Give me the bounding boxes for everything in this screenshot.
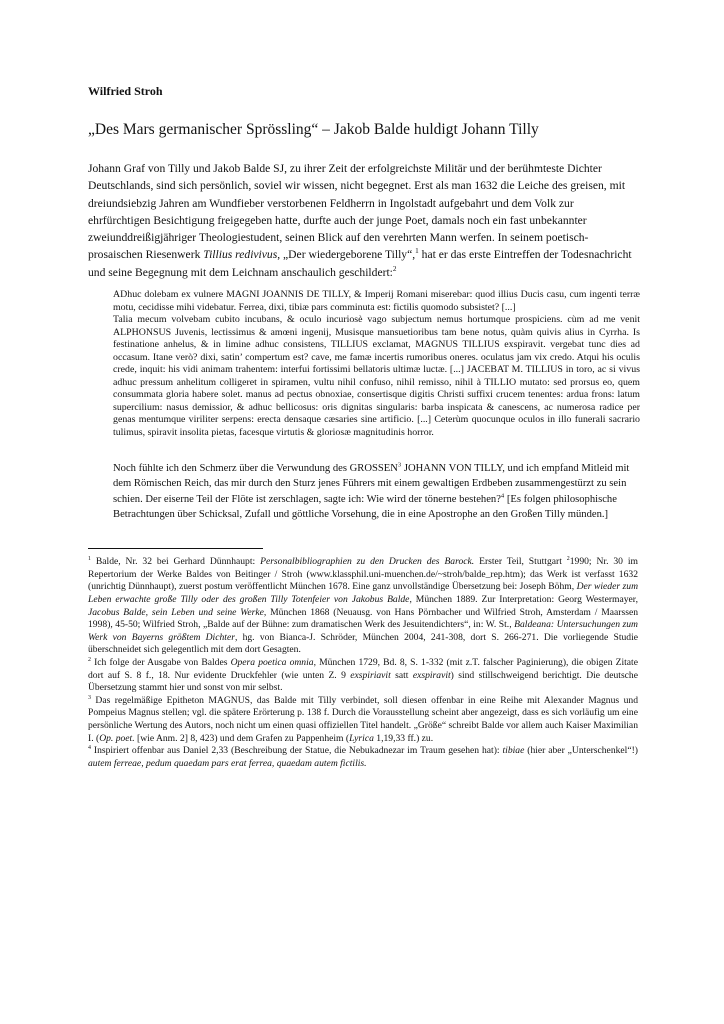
footnote-1: $^1$ Balde, Nr. 32 bei Gerhard Dünnhaupt: Personalbibliographien zu den Drucken des Barock. Erster Teil, Stuttgart $^2$1990; Nr. 30 im Repertorium der Werke Baldes von Beitinger / Stroh (www.klassphil.uni-muenchen.de/~stroh/balde_rep.htm); das Werk ist verfasst 1632 (unrichtig Dünnhaupt), zuerst postum veröffentlicht München 1678. Eine ganz unvollständige Übersetzung bei: Joseph Böhm, Der wieder zum Leben erwachte große Tilly oder des großen Tilly Totenfeier von Jakobus Balde, München 1889. Zur Interpretation: Georg Westermayer, Jacobus Balde, sein Leben und seine Werke, München 1868 (Neuausg. von Hans Pörnbacher und Wilfried Stroh, Amsterdam / Maarssen 1998), 45-50; Wilfried Stroh, „Balde auf der Bühne: zum dramatischen Werk des Jesuitendichters“, in: W. St., Baldeana: Untersuchungen zum Werk von Bayerns größtem Dichter, hg. von Bianca-J. Schröder, München 2004, 241-308, dort S. 266-271. Die vorliegende Studie überschneidet sich gelegentlich mit dem dort Gesagten. [88, 556, 639, 656]
german-translation-paragraph: Noch fühlte ich den Schmerz über die Verwundung des GROSSEN$^3$ JOHANN VON TILLY, und ich empfand Mitleid mit dem Römischen Reich, das mir durch den Sturz jenes Führers mit einem gewaltigen Erdbeben zusammengestürzt zu sein schien. Der eiserne Teil der Flöte ist zerschlagen, sagte ich: Wie wird der tönerne bestehen?$^4$ [Es folgen philosophische Betrachtungen über Schicksal, Zufall und göttliche Vorsehung, die in eine Apostrophe an den Großen Tilly münden.] [113, 461, 630, 520]
footnote-2: $^2$ Ich folge der Ausgabe von Baldes Opera poetica omnia, München 1729, Bd. 8, S. 1-332 (mit z.T. falscher Paginierung), die obigen Zitate dort auf S. 8 f., 18. Nur evidente Druckfehler (wie unten Z. 9 exspiriavit satt exspiravit) sind stillschweigend berichtigt. Die deutsche Übersetzung stammt hier und sonst von mir selbst. [88, 656, 638, 694]
footnote-4: $^4$ Inspiriert offenbar aus Daniel 2,33 (Beschreibung der Statue, die Nebukadnezar im Traum gesehen hat): tibiae (hier aber „Unterschenkel“!) autem ferreae, pedum quaedam pars erat ferrea, quaedam autem fictilis. [88, 744, 638, 769]
intro-paragraph: Johann Graf von Tilly und Jakob Balde SJ, zu ihrer Zeit der erfolgreichste Militär und der berühmteste Dichter Deutschlands, sind sich persönlich, soviel wir wissen, nicht begegnet. Erst als man 1632 die Leiche des greisen, mit dreiundsiebzig Jahren am Wundfieber verstorbenen Feldherrn in Ingolstadt aufgebahrt und dem Volk zur ehrfürchtigen Besichtigung freigegeben hatte, durfte auch der junge Poet, damals noch ein fast unbekannter zweiunddreißigjähriger Theologiestudent, seinen Blick auf den verehrten Mann werfen. In seinem poetisch-prosaischen Riesenwerk Tillius redivivus, „Der wiedergeborene Tilly“,$^1$ hat er das erste Eintreffen der Todesnachricht und seine Begegnung mit dem Leichnam anschaulich geschildert:$^2$ [88, 162, 632, 279]
latin-quote-block [113, 289, 640, 439]
footnote-separator-rule [88, 548, 263, 549]
latin-quote-paragraph-1: ADhuc dolebam ex vulnere MAGNI JOANNIS DE TILLY, & Imperij Romani miserebar: quod illius Ducis casu, cum ingenti terræ motu, cecidisse mihi videbatur. Ferrea, dixi, tibiæ pars comminuta est: fictilis quomodo subsistet? [...] [113, 289, 640, 313]
footnote-3: $^3$ Das regelmäßige Epitheton MAGNUS, das Balde mit Tilly verbindet, soll diesen offenbar in eine Reihe mit Alexander Magnus und Pompeius Magnus stellen; vgl. die spätere Erörterung p. 138 f. Durch die Vorausstellung scheint aber angezeigt, dass es sich vorläufig um eine persönliche Wertung des Autors, noch nicht um einen quasi offiziellen Titel handelt. „Größe“ schreibt Balde vor allem auch Kaiser Maximilian I. (Op. poet. [wie Anm. 2] 8, 423) und dem Grafen zu Pappenheim (Lyrica 1,19,33 ff.) zu. [88, 694, 638, 744]
page-title: „Des Mars germanischer Sprössling“ – Jakob Balde huldigt Johann Tilly [88, 121, 539, 138]
footnotes-section [88, 556, 638, 770]
author-name: Wilfried Stroh [88, 84, 163, 98]
latin-quote-paragraph-2: Talia mecum volvebam cubito incubans, & oculo incuriosè vago subjectum nemus hortumque prospiciens. cùm ad me venit ALPHONSUS Juvenis, lectissimus & amœni ingenij, Musisque mansuetioribus tam bene notus, quàm quivis alius in Cyrrha. Is festinatione anhelus, & in limine adhuc consistens, TILLIUS exclamat, MAGNUS TILLIUS exspiravit. vergebat tunc dies ad occasum. Itane verò? dixi, satin’ compertum est? cave, me famæ incertis rumoribus oneres. oculatus jam vix credo. Atqui his oculis crede, inquit: his vidi animam trahentem: interfui fortissimi bellatoris ultimæ luctæ. [...] JACEBAT M. TILLIUS in toro, ac si vivus adhuc pressum anhelitum colligeret in spiramen, vultu nihil confuso, nihil remisso, nihil à TILLIO mutato: sed prorsus eo, quem consummata gloria habere solet. manus ad pectus obnoxiae, consertisque digitis Christi suffixi crucem tenentes: ardua frons: latum supercilium: nasus demissior, & adhuc bellicosus: oris dignitas singularis: barba inspicata & canescens, ac numerosa radice per genas mentumque viriliter serpens: erecta densaque cæsaries sine artificio. [...] Ceterùm quocunque oculos in illo funerali sacrario tulimus, spiravit insolita pietas, facesque virtutis & gloriosæ magnitudinis horror. [113, 314, 640, 438]
